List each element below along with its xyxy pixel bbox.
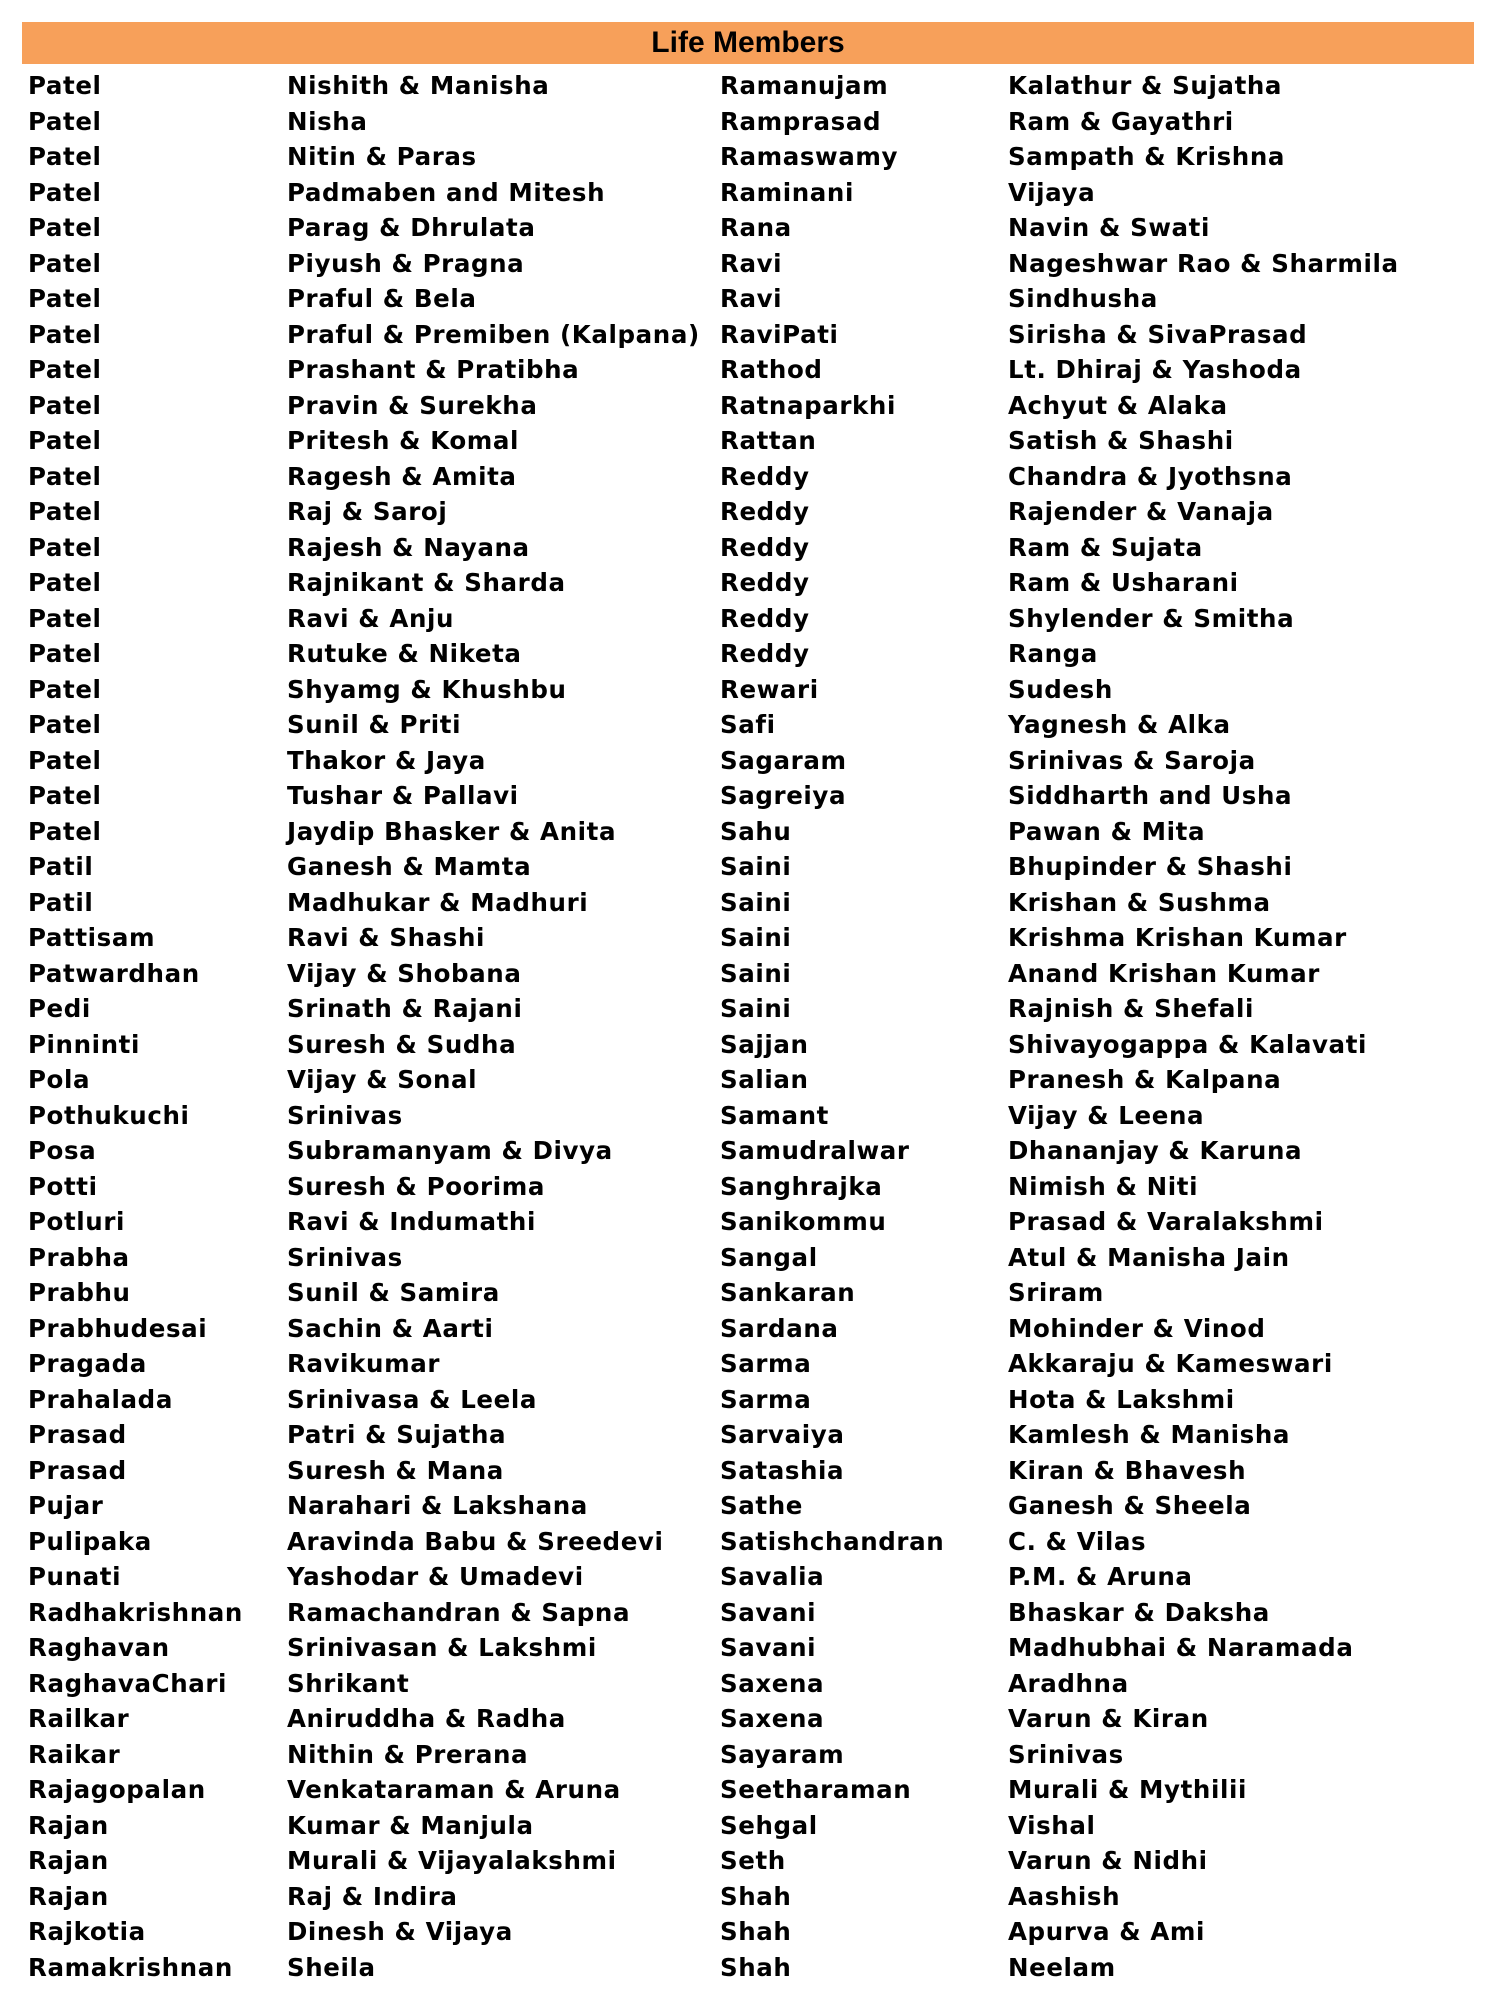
members-table [0, 68, 1487, 1985]
first-names-right-cell: Shylender & Smitha [1008, 603, 1295, 633]
first-names-right-cell: Navin & Swati [1008, 213, 1210, 242]
table-row [0, 1488, 1487, 1524]
first-names-right-cell: Satish & Shashi [1008, 426, 1234, 455]
first-names-left-cell: Narahari & Lakshana [287, 1491, 588, 1520]
surname-right-cell: Sanghrajka [720, 1171, 883, 1201]
table-row [0, 317, 1487, 353]
surname-right-cell: Sagaram [720, 745, 847, 775]
surname-right-cell: RaviPati [720, 319, 839, 349]
table-row [0, 636, 1487, 672]
first-names-right-cell: Ranga [1008, 639, 1098, 668]
table-row [0, 1879, 1487, 1915]
table-row [0, 388, 1487, 424]
surname-right-cell: Safi [720, 710, 776, 739]
surname-left-cell: Rajan [28, 1881, 109, 1911]
page-title: Life Members [22, 22, 1474, 64]
first-names-left-cell: Praful & Premiben (Kalpana) [287, 319, 700, 349]
first-names-left-cell: Yashodar & Umadevi [287, 1562, 584, 1591]
table-row [0, 1559, 1487, 1595]
surname-right-cell: Samudralwar [720, 1136, 910, 1165]
surname-left-cell: Rajan [28, 1846, 109, 1875]
first-names-left-cell: Murali & Vijayalakshmi [287, 1846, 617, 1875]
surname-left-cell: Pola [28, 1065, 91, 1094]
surname-right-cell: Ravi [720, 284, 783, 313]
surname-right-cell: Reddy [720, 568, 810, 597]
first-names-left-cell: Ravikumar [287, 1349, 441, 1378]
surname-right-cell: Ramanujam [720, 71, 889, 100]
first-names-right-cell: Ganesh & Sheela [1008, 1491, 1252, 1520]
first-names-left-cell: Suresh & Sudha [287, 1029, 517, 1059]
surname-right-cell: Sehgal [720, 1810, 818, 1840]
first-names-left-cell: Sunil & Samira [287, 1278, 500, 1307]
first-names-left-cell: Ragesh & Amita [287, 461, 517, 491]
surname-left-cell: Patel [28, 426, 102, 455]
first-names-right-cell: Srinivas [1008, 1739, 1124, 1769]
surname-right-cell: Sardana [720, 1313, 839, 1343]
table-row [0, 849, 1487, 885]
first-names-left-cell: Suresh & Poorima [287, 1171, 545, 1201]
table-row [0, 530, 1487, 566]
first-names-left-cell: Patri & Sujatha [287, 1420, 507, 1449]
surname-right-cell: Sarma [720, 1384, 812, 1414]
surname-left-cell: Ramakrishnan [28, 1952, 233, 1982]
surname-left-cell: Patel [28, 177, 102, 207]
surname-left-cell: Patel [28, 71, 102, 100]
table-row [0, 139, 1487, 175]
surname-right-cell: Reddy [720, 461, 810, 491]
first-names-left-cell: Vijay & Shobana [287, 958, 522, 988]
surname-left-cell: Prabhudesai [28, 1313, 208, 1343]
surname-right-cell: Saini [720, 994, 792, 1023]
surname-right-cell: Savani [720, 1597, 817, 1627]
first-names-left-cell: Ravi & Shashi [287, 923, 486, 952]
surname-left-cell: Patel [28, 816, 102, 846]
table-row [0, 1524, 1487, 1560]
surname-left-cell: Patel [28, 142, 102, 171]
surname-right-cell: Rewari [720, 674, 819, 704]
table-row [0, 494, 1487, 530]
table-row [0, 1240, 1487, 1276]
first-names-left-cell: Kumar & Manjula [287, 1810, 534, 1840]
surname-right-cell: Shah [720, 1917, 792, 1946]
surname-right-cell: Rana [720, 213, 792, 242]
first-names-left-cell: Raj & Saroj [287, 497, 448, 526]
first-names-left-cell: Aniruddha & Radha [287, 1704, 566, 1733]
table-row [0, 1595, 1487, 1631]
table-row [0, 743, 1487, 779]
first-names-right-cell: Rajnish & Shefali [1008, 994, 1254, 1023]
first-names-left-cell: Nitin & Paras [287, 142, 477, 171]
surname-right-cell: Shah [720, 1952, 792, 1982]
surname-right-cell: Reddy [720, 639, 810, 668]
surname-left-cell: Patel [28, 710, 102, 739]
first-names-right-cell: Srinivas & Saroja [1008, 745, 1256, 775]
surname-right-cell: Rattan [720, 426, 817, 455]
first-names-right-cell: Aradhna [1008, 1668, 1129, 1698]
first-names-left-cell: Subramanyam & Divya [287, 1136, 613, 1165]
table-row [0, 1275, 1487, 1311]
surname-right-cell: Sagreiya [720, 781, 847, 810]
first-names-left-cell: Tushar & Pallavi [287, 781, 519, 810]
first-names-right-cell: Akkaraju & Kameswari [1008, 1349, 1333, 1378]
first-names-left-cell: Shrikant [287, 1668, 410, 1698]
first-names-left-cell: Rajesh & Nayana [287, 532, 530, 562]
table-row [0, 1666, 1487, 1702]
surname-right-cell: Seth [720, 1846, 786, 1875]
table-row [0, 1098, 1487, 1134]
table-row [0, 1382, 1487, 1418]
table-row [0, 210, 1487, 246]
surname-right-cell: Reddy [720, 497, 810, 526]
surname-left-cell: Rajkotia [28, 1917, 146, 1946]
first-names-right-cell: Lt. Dhiraj & Yashoda [1008, 355, 1302, 384]
first-names-right-cell: Krishma Krishan Kumar [1008, 923, 1347, 952]
surname-right-cell: Sangal [720, 1242, 818, 1272]
first-names-left-cell: Sachin & Aarti [287, 1313, 494, 1343]
surname-right-cell: Ramaswamy [720, 142, 899, 171]
table-row [0, 707, 1487, 743]
surname-left-cell: Patel [28, 213, 102, 242]
surname-left-cell: Punati [28, 1562, 122, 1591]
first-names-right-cell: Kamlesh & Manisha [1008, 1420, 1291, 1449]
first-names-left-cell: Dinesh & Vijaya [287, 1917, 513, 1946]
first-names-left-cell: Srinivas [287, 1100, 403, 1130]
table-row [0, 1737, 1487, 1773]
table-row [0, 423, 1487, 459]
first-names-right-cell: Vishal [1008, 1810, 1096, 1840]
surname-left-cell: Pothukuchi [28, 1100, 190, 1130]
first-names-left-cell: Sunil & Priti [287, 710, 462, 739]
table-row [0, 601, 1487, 637]
first-names-left-cell: Jaydip Bhasker & Anita [287, 816, 617, 846]
first-names-left-cell: Nisha [287, 106, 368, 136]
surname-left-cell: Patil [28, 852, 94, 881]
first-names-right-cell: Anand Krishan Kumar [1008, 958, 1320, 988]
surname-right-cell: Saxena [720, 1704, 825, 1733]
surname-left-cell: Patel [28, 355, 102, 384]
table-row [0, 778, 1487, 814]
first-names-right-cell: Prasad & Varalakshmi [1008, 1207, 1324, 1236]
table-row [0, 1062, 1487, 1098]
surname-right-cell: Sarvaiya [720, 1420, 845, 1449]
table-row [0, 991, 1487, 1027]
surname-left-cell: Raghavan [28, 1633, 170, 1662]
surname-right-cell: Savalia [720, 1562, 825, 1591]
surname-right-cell: Sarma [720, 1349, 812, 1378]
surname-right-cell: Sayaram [720, 1739, 845, 1769]
first-names-right-cell: Pranesh & Kalpana [1008, 1065, 1282, 1094]
surname-left-cell: Railkar [28, 1704, 130, 1733]
surname-right-cell: Saini [720, 887, 792, 917]
table-row [0, 565, 1487, 601]
table-row [0, 1914, 1487, 1950]
surname-left-cell: Pragada [28, 1349, 147, 1378]
table-row [0, 1311, 1487, 1347]
surname-right-cell: Sanikommu [720, 1207, 887, 1236]
surname-left-cell: Pujar [28, 1491, 104, 1520]
surname-right-cell: Reddy [720, 532, 810, 562]
surname-right-cell: Sahu [720, 816, 792, 846]
surname-left-cell: Prasad [28, 1420, 127, 1449]
first-names-right-cell: Atul & Manisha Jain [1008, 1242, 1290, 1272]
surname-right-cell: Reddy [720, 603, 810, 633]
first-names-left-cell: Thakor & Jaya [287, 745, 486, 775]
table-row [0, 1346, 1487, 1382]
surname-right-cell: Saini [720, 958, 792, 988]
first-names-left-cell: Nishith & Manisha [287, 71, 550, 100]
first-names-right-cell: Pawan & Mita [1008, 816, 1206, 846]
first-names-right-cell: Yagnesh & Alka [1008, 710, 1231, 739]
first-names-right-cell: Sindhusha [1008, 284, 1158, 313]
surname-left-cell: Patel [28, 603, 102, 633]
first-names-left-cell: Suresh & Mana [287, 1455, 504, 1485]
first-names-left-cell: Ganesh & Mamta [287, 852, 532, 881]
surname-right-cell: Saini [720, 852, 792, 881]
first-names-left-cell: Venkataraman & Aruna [287, 1775, 621, 1804]
table-row [0, 920, 1487, 956]
surname-left-cell: Prahalada [28, 1384, 173, 1414]
surname-left-cell: Patel [28, 497, 102, 526]
first-names-left-cell: Pravin & Surekha [287, 390, 538, 420]
first-names-left-cell: Nithin & Prerana [287, 1739, 529, 1769]
first-names-right-cell: C. & Vilas [1008, 1526, 1147, 1556]
surname-left-cell: Pulipaka [28, 1526, 152, 1556]
surname-right-cell: Rathod [720, 355, 823, 384]
first-names-left-cell: Pritesh & Komal [287, 426, 520, 455]
table-row [0, 1027, 1487, 1063]
first-names-left-cell: Srinivasan & Lakshmi [287, 1633, 597, 1662]
table-row [0, 1630, 1487, 1666]
first-names-right-cell: Varun & Nidhi [1008, 1846, 1208, 1875]
table-row [0, 672, 1487, 708]
first-names-left-cell: Rutuke & Niketa [287, 639, 522, 668]
table-row [0, 68, 1487, 104]
table-row [0, 1417, 1487, 1453]
first-names-right-cell: Sampath & Krishna [1008, 142, 1286, 171]
surname-right-cell: Ravi [720, 248, 783, 278]
first-names-right-cell: Mohinder & Vinod [1008, 1313, 1266, 1343]
first-names-left-cell: Ravi & Indumathi [287, 1207, 536, 1236]
surname-right-cell: Seetharaman [720, 1775, 912, 1804]
first-names-left-cell: Ravi & Anju [287, 603, 455, 633]
surname-left-cell: Potti [28, 1171, 98, 1201]
first-names-right-cell: Vijaya [1008, 177, 1096, 207]
surname-left-cell: Patel [28, 568, 102, 597]
surname-right-cell: Savani [720, 1633, 817, 1662]
surname-left-cell: Prabhu [28, 1278, 131, 1307]
surname-left-cell: Patel [28, 461, 102, 491]
surname-left-cell: RaghavaChari [28, 1668, 228, 1698]
table-row [0, 104, 1487, 140]
table-row [0, 1843, 1487, 1879]
surname-left-cell: Posa [28, 1136, 97, 1165]
surname-right-cell: Sajjan [720, 1029, 809, 1059]
first-names-left-cell: Piyush & Pragna [287, 248, 525, 278]
surname-left-cell: Patwardhan [28, 958, 200, 988]
first-names-left-cell: Sheila [287, 1952, 376, 1982]
surname-left-cell: Raikar [28, 1739, 121, 1769]
first-names-right-cell: Achyut & Alaka [1008, 390, 1228, 420]
surname-left-cell: Patel [28, 745, 102, 775]
table-row [0, 1453, 1487, 1489]
first-names-right-cell: Chandra & Jyothsna [1008, 461, 1293, 491]
first-names-left-cell: Praful & Bela [287, 284, 477, 313]
first-names-right-cell: Neelam [1008, 1952, 1116, 1982]
surname-right-cell: Shah [720, 1881, 792, 1911]
surname-right-cell: Satishchandran [720, 1526, 945, 1556]
surname-right-cell: Raminani [720, 177, 854, 207]
surname-left-cell: Radhakrishnan [28, 1597, 243, 1627]
first-names-right-cell: Ram & Usharani [1008, 568, 1239, 597]
first-names-right-cell: Kiran & Bhavesh [1008, 1455, 1247, 1485]
surname-right-cell: Satashia [720, 1455, 845, 1485]
first-names-right-cell: Hota & Lakshmi [1008, 1384, 1235, 1414]
first-names-left-cell: Aravinda Babu & Sreedevi [287, 1526, 664, 1556]
surname-right-cell: Ramprasad [720, 106, 882, 136]
first-names-left-cell: Ramachandran & Sapna [287, 1597, 631, 1627]
table-row [0, 1701, 1487, 1737]
surname-left-cell: Patel [28, 390, 102, 420]
first-names-right-cell: Sirisha & SivaPrasad [1008, 319, 1308, 349]
table-row [0, 1169, 1487, 1205]
first-names-right-cell: Siddharth and Usha [1008, 781, 1293, 810]
table-row [0, 1204, 1487, 1240]
surname-left-cell: Rajagopalan [28, 1775, 206, 1804]
table-row [0, 1133, 1487, 1169]
first-names-right-cell: Ram & Gayathri [1008, 106, 1234, 136]
surname-right-cell: Sathe [720, 1491, 803, 1520]
surname-left-cell: Patel [28, 284, 102, 313]
surname-left-cell: Potluri [28, 1207, 126, 1236]
table-row [0, 885, 1487, 921]
table-row [0, 352, 1487, 388]
table-row [0, 1772, 1487, 1808]
surname-left-cell: Patel [28, 248, 102, 278]
first-names-left-cell: Raj & Indira [287, 1881, 458, 1911]
first-names-right-cell: Nageshwar Rao & Sharmila [1008, 248, 1399, 278]
surname-left-cell: Patel [28, 532, 102, 562]
surname-right-cell: Saini [720, 923, 792, 952]
table-row [0, 1808, 1487, 1844]
first-names-right-cell: Krishan & Sushma [1008, 887, 1271, 917]
first-names-right-cell: Sudesh [1008, 674, 1113, 704]
first-names-right-cell: Shivayogappa & Kalavati [1008, 1029, 1368, 1059]
first-names-right-cell: Madhubhai & Naramada [1008, 1633, 1354, 1662]
table-row [0, 281, 1487, 317]
surname-left-cell: Patil [28, 887, 94, 917]
first-names-left-cell: Srinivas [287, 1242, 403, 1272]
first-names-right-cell: Varun & Kiran [1008, 1704, 1209, 1733]
surname-left-cell: Pedi [28, 994, 91, 1023]
surname-right-cell: Sankaran [720, 1278, 856, 1307]
first-names-left-cell: Srinivasa & Leela [287, 1384, 537, 1414]
first-names-right-cell: Murali & Mythilii [1008, 1775, 1247, 1804]
first-names-right-cell: Kalathur & Sujatha [1008, 71, 1283, 100]
first-names-left-cell: Parag & Dhrulata [287, 213, 536, 242]
first-names-right-cell: Apurva & Ami [1008, 1917, 1206, 1946]
table-row [0, 175, 1487, 211]
table-row [0, 1950, 1487, 1986]
first-names-right-cell: Sriram [1008, 1278, 1104, 1307]
surname-left-cell: Patel [28, 674, 102, 704]
surname-right-cell: Saxena [720, 1668, 825, 1698]
first-names-right-cell: P.M. & Aruna [1008, 1562, 1193, 1591]
surname-left-cell: Pattisam [28, 923, 156, 952]
surname-left-cell: Patel [28, 106, 102, 136]
first-names-right-cell: Aashish [1008, 1881, 1121, 1911]
surname-left-cell: Prasad [28, 1455, 127, 1485]
first-names-right-cell: Rajender & Vanaja [1008, 497, 1274, 526]
table-row [0, 459, 1487, 495]
first-names-left-cell: Vijay & Sonal [287, 1065, 478, 1094]
surname-right-cell: Ratnaparkhi [720, 390, 896, 420]
first-names-left-cell: Padmaben and Mitesh [287, 177, 606, 207]
first-names-left-cell: Srinath & Rajani [287, 994, 523, 1023]
surname-left-cell: Prabha [28, 1242, 130, 1272]
first-names-right-cell: Dhananjay & Karuna [1008, 1136, 1303, 1165]
surname-left-cell: Patel [28, 319, 102, 349]
table-row [0, 814, 1487, 850]
table-row [0, 246, 1487, 282]
first-names-right-cell: Ram & Sujata [1008, 532, 1203, 562]
surname-left-cell: Rajan [28, 1810, 109, 1840]
first-names-right-cell: Vijay & Leena [1008, 1100, 1205, 1130]
first-names-right-cell: Bhaskar & Daksha [1008, 1597, 1270, 1627]
surname-right-cell: Samant [720, 1100, 829, 1130]
surname-left-cell: Patel [28, 639, 102, 668]
first-names-right-cell: Bhupinder & Shashi [1008, 852, 1293, 881]
first-names-left-cell: Prashant & Pratibha [287, 355, 580, 384]
first-names-left-cell: Madhukar & Madhuri [287, 887, 589, 917]
surname-right-cell: Salian [720, 1065, 809, 1094]
first-names-right-cell: Nimish & Niti [1008, 1171, 1199, 1201]
surname-left-cell: Pinninti [28, 1029, 140, 1059]
first-names-left-cell: Rajnikant & Sharda [287, 568, 566, 597]
table-row [0, 956, 1487, 992]
surname-left-cell: Patel [28, 781, 102, 810]
first-names-left-cell: Shyamg & Khushbu [287, 674, 567, 704]
